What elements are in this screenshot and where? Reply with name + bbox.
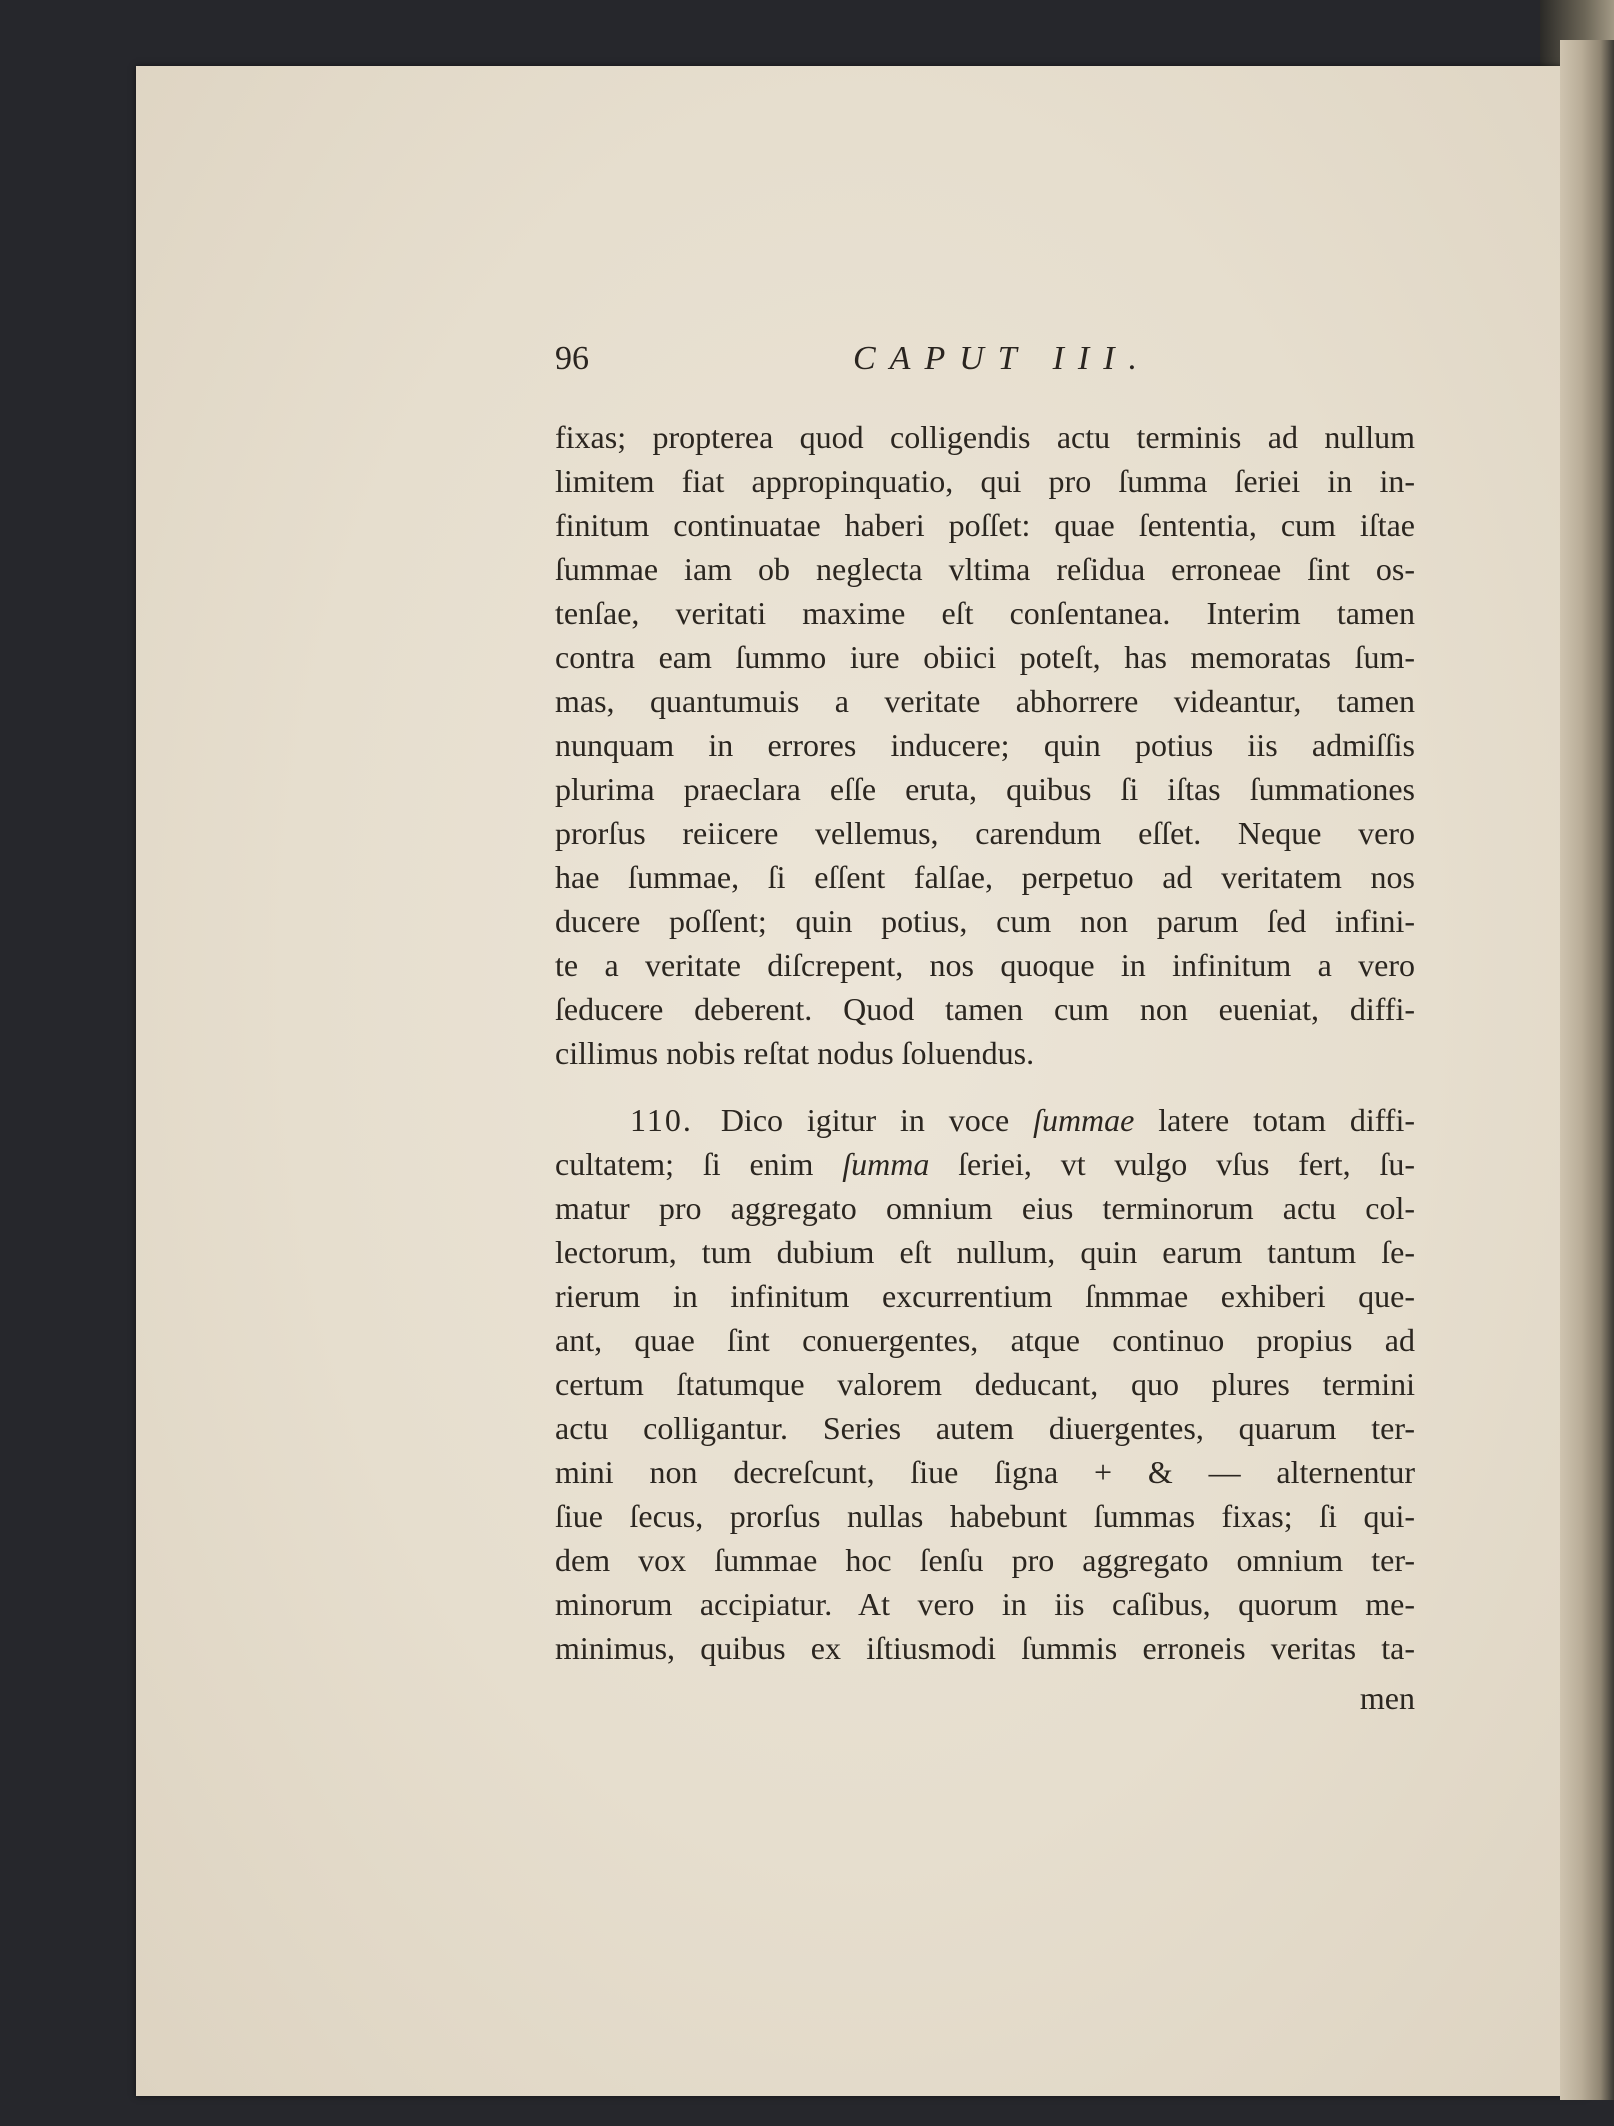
- text-line: nunquam in errores inducere; quin potius iis admiſſis: [555, 727, 1415, 763]
- text-line: finitum continuatae haberi poſſet: quae ſententia, cum iſtae: [555, 507, 1415, 543]
- page-number: 96: [555, 340, 589, 377]
- text-line: prorſus reiicere vellemus, carendum eſſet. Neque vero: [555, 815, 1415, 851]
- text-line: ſiue ſecus, prorſus nullas habebunt ſummas fixas; ſi qui-: [555, 1498, 1415, 1534]
- paragraph-110: [555, 1098, 1415, 1670]
- text-line: dem vox ſummae hoc ſenſu pro aggregato omnium ter-: [555, 1542, 1415, 1578]
- text-line: te a veritate diſcrepent, nos quoque in infinitum a vero: [555, 947, 1415, 983]
- text-line: [555, 1098, 1415, 1142]
- text-line: [555, 1142, 1415, 1186]
- text-line: matur pro aggregato omnium eius terminorum actu col-: [555, 1190, 1415, 1226]
- text-line: ſeducere deberent. Quod tamen cum non eueniat, diffi-: [555, 991, 1415, 1027]
- text-line: cillimus nobis reſtat nodus ſoluendus.: [555, 1035, 1035, 1071]
- text-segment: latere totam diffi-: [1134, 1102, 1416, 1138]
- text-line: mini non decreſcunt, ſiue ſigna + & — alternentur: [555, 1454, 1415, 1490]
- text-line: plurima praeclara eſſe eruta, quibus ſi iſtas ſummationes: [555, 771, 1415, 807]
- text-line: minorum accipiatur. At vero in iis caſibus, quorum me-: [555, 1586, 1415, 1622]
- text-line: contra eam ſummo iure obiici poteſt, has memoratas ſum-: [555, 639, 1415, 675]
- paragraph-1: [555, 415, 1415, 1075]
- text-line: ducere poſſent; quin potius, cum non parum ſed infini-: [555, 903, 1415, 939]
- text-line: ſummae iam ob neglecta vltima reſidua erroneae ſint os-: [555, 551, 1415, 587]
- catchword: men: [1359, 1680, 1415, 1716]
- section-number: 110.: [630, 1102, 693, 1138]
- page-curl-right: [1560, 40, 1614, 2100]
- text-line: tenſae, veritati maxime eſt conſentanea. Interim tamen: [555, 595, 1415, 631]
- text-line: actu colligantur. Series autem diuergentes, quarum ter-: [555, 1410, 1415, 1446]
- text-segment: ſeriei, vt vulgo vſus fert, ſu-: [929, 1146, 1416, 1182]
- text-line: fixas; propterea quod colligendis actu terminis ad nullum: [555, 419, 1415, 455]
- text-segment: cultatem; ſi enim: [555, 1146, 843, 1182]
- text-line: mas, quantumuis a veritate abhorrere videantur, tamen: [555, 683, 1415, 719]
- text-line: limitem fiat appropinquatio, qui pro ſumma ſeriei in in-: [555, 463, 1415, 499]
- text-segment: Dico igitur in voce: [720, 1102, 1034, 1138]
- italic-term: ſumma: [842, 1146, 930, 1182]
- text-line: ant, quae ſint conuergentes, atque continuo propius ad: [555, 1322, 1415, 1358]
- text-line: minimus, quibus ex iſtiusmodi ſummis erroneis veritas ta-: [555, 1630, 1415, 1666]
- text-line: rierum in infinitum excurrentium ſnmmae exhiberi que-: [555, 1278, 1415, 1314]
- text-line: certum ſtatumque valorem deducant, quo plures termini: [555, 1366, 1415, 1402]
- text-line: lectorum, tum dubium eſt nullum, quin earum tantum ſe-: [555, 1234, 1415, 1270]
- text-line: hae ſummae, ſi eſſent falſae, perpetuo ad veritatem nos: [555, 859, 1415, 895]
- italic-term: ſummae: [1033, 1102, 1135, 1138]
- running-header: [555, 340, 1415, 386]
- running-title: CAPUT III.: [853, 340, 1152, 377]
